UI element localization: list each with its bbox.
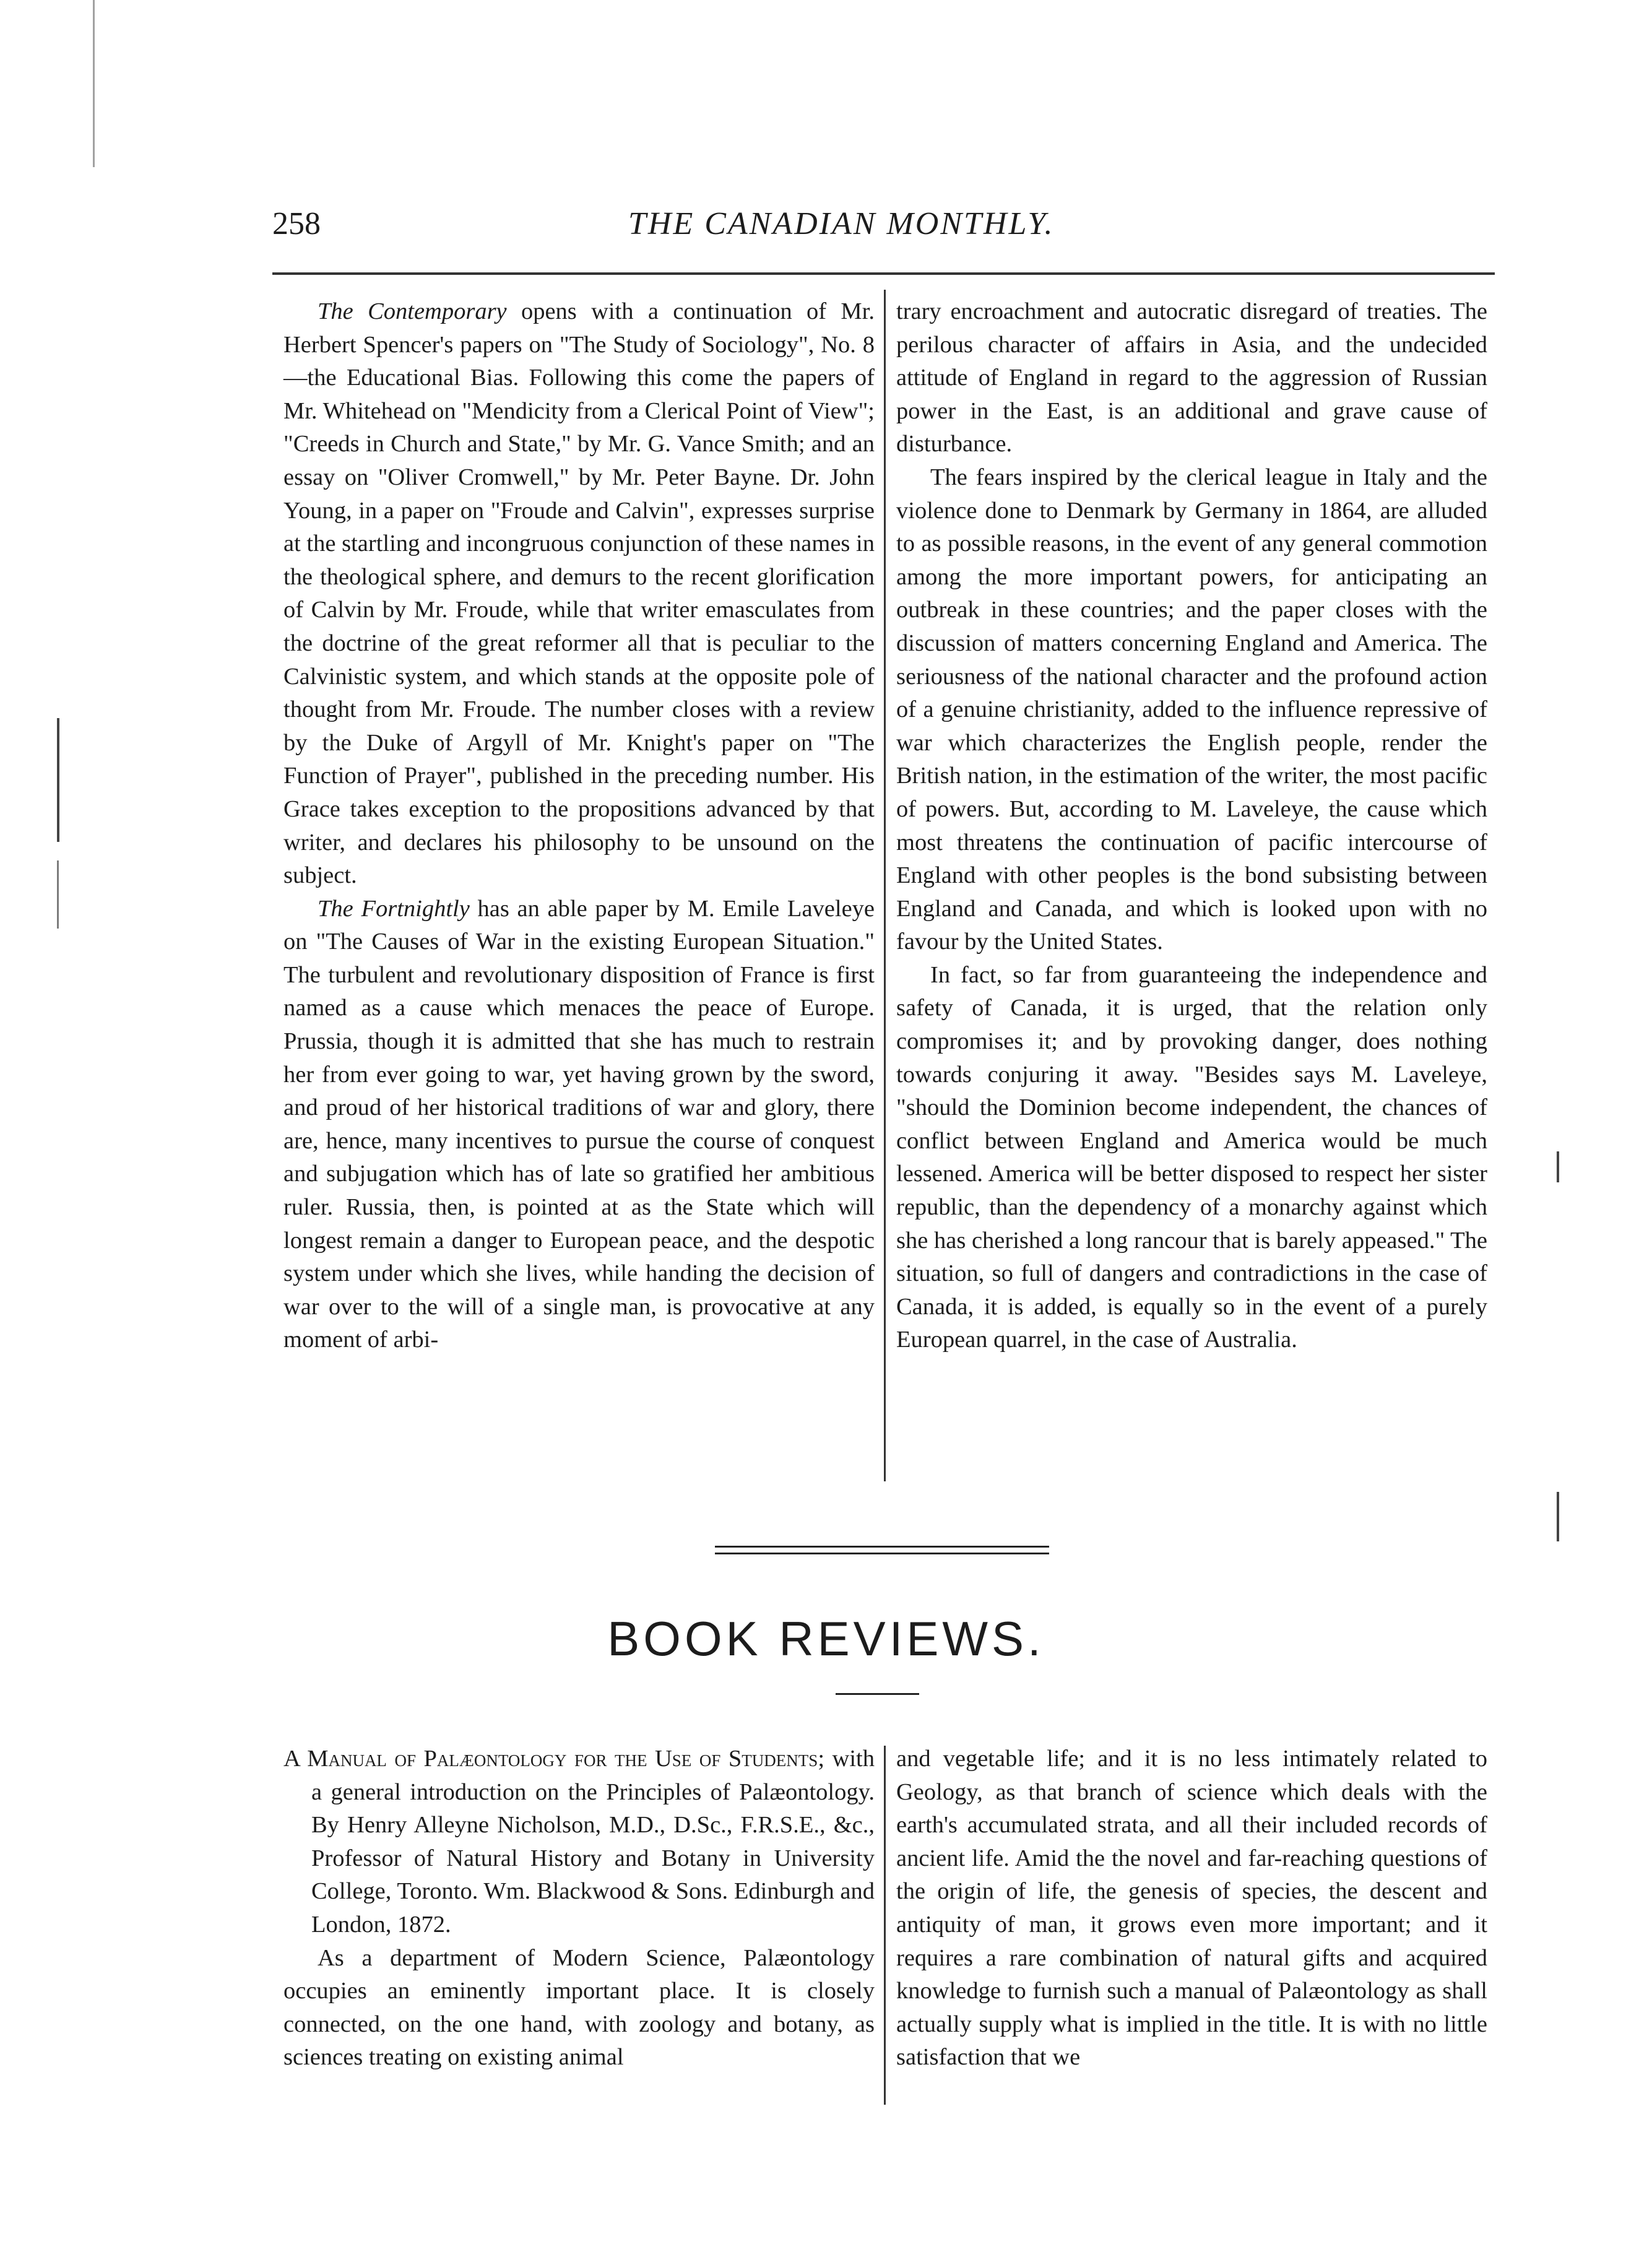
book-review-left-column [283, 1743, 875, 2074]
paragraph-text: opens with a continuation of Mr. Herbert Spencer's papers on "The Study of Sociology", No. 8—the Educational Bias. Following this come the papers of Mr. Whitehead on "Mendicity from a Clerical Point of View"; "Creeds in Church and State," by Mr. G. Vance Smith; and an essay on "Oliver Cromwell," by Mr. Peter Bayne. Dr. John Young, in a paper on "Froude and Calvin", expresses surprise at the startling and incongruous conjunction of these names in the theological sphere, and demurs to the recent glorification of Calvin by Mr. Froude, while that writer emasculates from the doctrine of the great reformer all that is peculiar to the Calvinistic system, and which stands at the opposite pole of thought from Mr. Froude. The number closes with a review by the Duke of Argyll of Mr. Knight's paper on "The Function of Prayer", published in the preceding number. His Grace takes exception to the propositions advanced by that writer, and declares his philosophy to be unsound on the subject. [283, 298, 875, 889]
citation-text [283, 1743, 875, 1942]
running-title: THE CANADIAN MONTHLY. [628, 206, 1055, 241]
paragraph: The fears inspired by the clerical league in Italy and the violence done to Denmark by Germany in 1864, are alluded to as possible reasons, in the event of any general commotion among the more important powers, for anticipating an outbreak in these countries; and the paper closes with the discussion of matters concerning England and America. The seriousness of the national character and the profound action of a genuine christianity, added to the influence repressive of war which characterizes the English people, render the British nation, in the estimation of the writer, the most pacific of powers. But, according to M. Laveleye, the cause which most threatens the continuation of pacific intercourse of England with other peoples is the bond subsisting between England and Canada, and which is looked upon with no favour by the United States. [896, 464, 1487, 955]
column-divider [884, 290, 886, 1481]
running-header [272, 206, 1495, 255]
paragraph: As a department of Modern Science, Palæontology occupies an eminently important place. It is closely connected, on the one hand, with zoology and botany, as sciences treating on existing animal [283, 1944, 875, 2071]
header-rule [272, 272, 1495, 275]
column-divider [884, 1746, 886, 2105]
periodical-name: The Fortnightly [318, 895, 470, 922]
scan-margin-mark [93, 0, 95, 167]
scan-margin-mark [1557, 1492, 1559, 1541]
section-double-rule-bottom [715, 1553, 1049, 1554]
book-title: A Manual of Palæontology for the Use of Students [283, 1746, 818, 1772]
section-double-rule-top [715, 1546, 1049, 1548]
periodical-name: The Contemporary [318, 298, 507, 324]
scan-margin-mark [1557, 1151, 1559, 1182]
page-number: 258 [272, 206, 321, 241]
scan-margin-mark [57, 860, 59, 929]
scan-margin-mark [57, 718, 59, 842]
book-review-right-column [896, 1743, 1487, 2074]
book-details: ; with a general introduction on the Principles of Palæontology. By Henry Alleyne Nicholson, M.D., D.Sc., F.R.S.E., &c., Professor of Natural History and Botany in University College, Toronto. Wm. Blackwood & Sons. Edinburgh and London, 1872. [311, 1746, 875, 1938]
section-title: BOOK REVIEWS. [607, 1611, 1045, 1666]
book-citation [283, 1743, 875, 1942]
paragraph [283, 295, 875, 893]
periodicals-left-column [283, 295, 875, 1357]
periodicals-right-column [896, 295, 1487, 1357]
paragraph-text: has an able paper by M. Emile Laveleye on "The Causes of War in the existing European Situation." The turbulent and revolutionary disposition of France is first named as a cause which menaces the peace of Europe. Prussia, though it is admitted that she has much to restrain her from ever going to war, yet having grown by the sword, and proud of her historical traditions of war and glory, there are, hence, many incentives to pursue the course of conquest and subjugation which has of late so gratified her ambitious ruler. Russia, then, is pointed at as the State which will longest remain a danger to European peace, and the despotic system under which she lives, while handing the decision of war over to the will of a single man, is provocative at any moment of arbi- [283, 895, 875, 1353]
paragraph: In fact, so far from guaranteeing the independence and safety of Canada, it is urged, that the relation only compromises it; and by provoking danger, does nothing towards conjuring it away. "Besides says M. Laveleye, "should the Dominion become independent, the chances of conflict between England and America would be much lessened. America will be better disposed to respect her sister republic, than the dependency of a monarchy against which she has cherished a long rancour that is barely appeased." The situation, so full of dangers and contradictions in the case of Canada, it is added, is equally so in the event of a purely European quarrel, in the case of Australia. [896, 961, 1487, 1353]
paragraph: and vegetable life; and it is no less intimately related to Geology, as that branch of science which deals with the earth's accumulated strata, and all their included records of ancient life. Amid the the novel and far-reaching questions of the origin of life, the genesis of species, the descent and antiquity of man, it grows even more important; and it requires a rare combination of natural gifts and acquired knowledge to furnish such a manual of Palæontology as shall actually supply what is implied in the title. It is with no little satisfaction that we [896, 1746, 1487, 2071]
paragraph [283, 893, 875, 1357]
paragraph: trary encroachment and autocratic disregard of treaties. The perilous character of affairs in Asia, and the undecided attitude of England in regard to the aggression of Russian power in the East, is an additional and grave cause of disturbance. [896, 298, 1487, 457]
title-underline [836, 1693, 919, 1695]
